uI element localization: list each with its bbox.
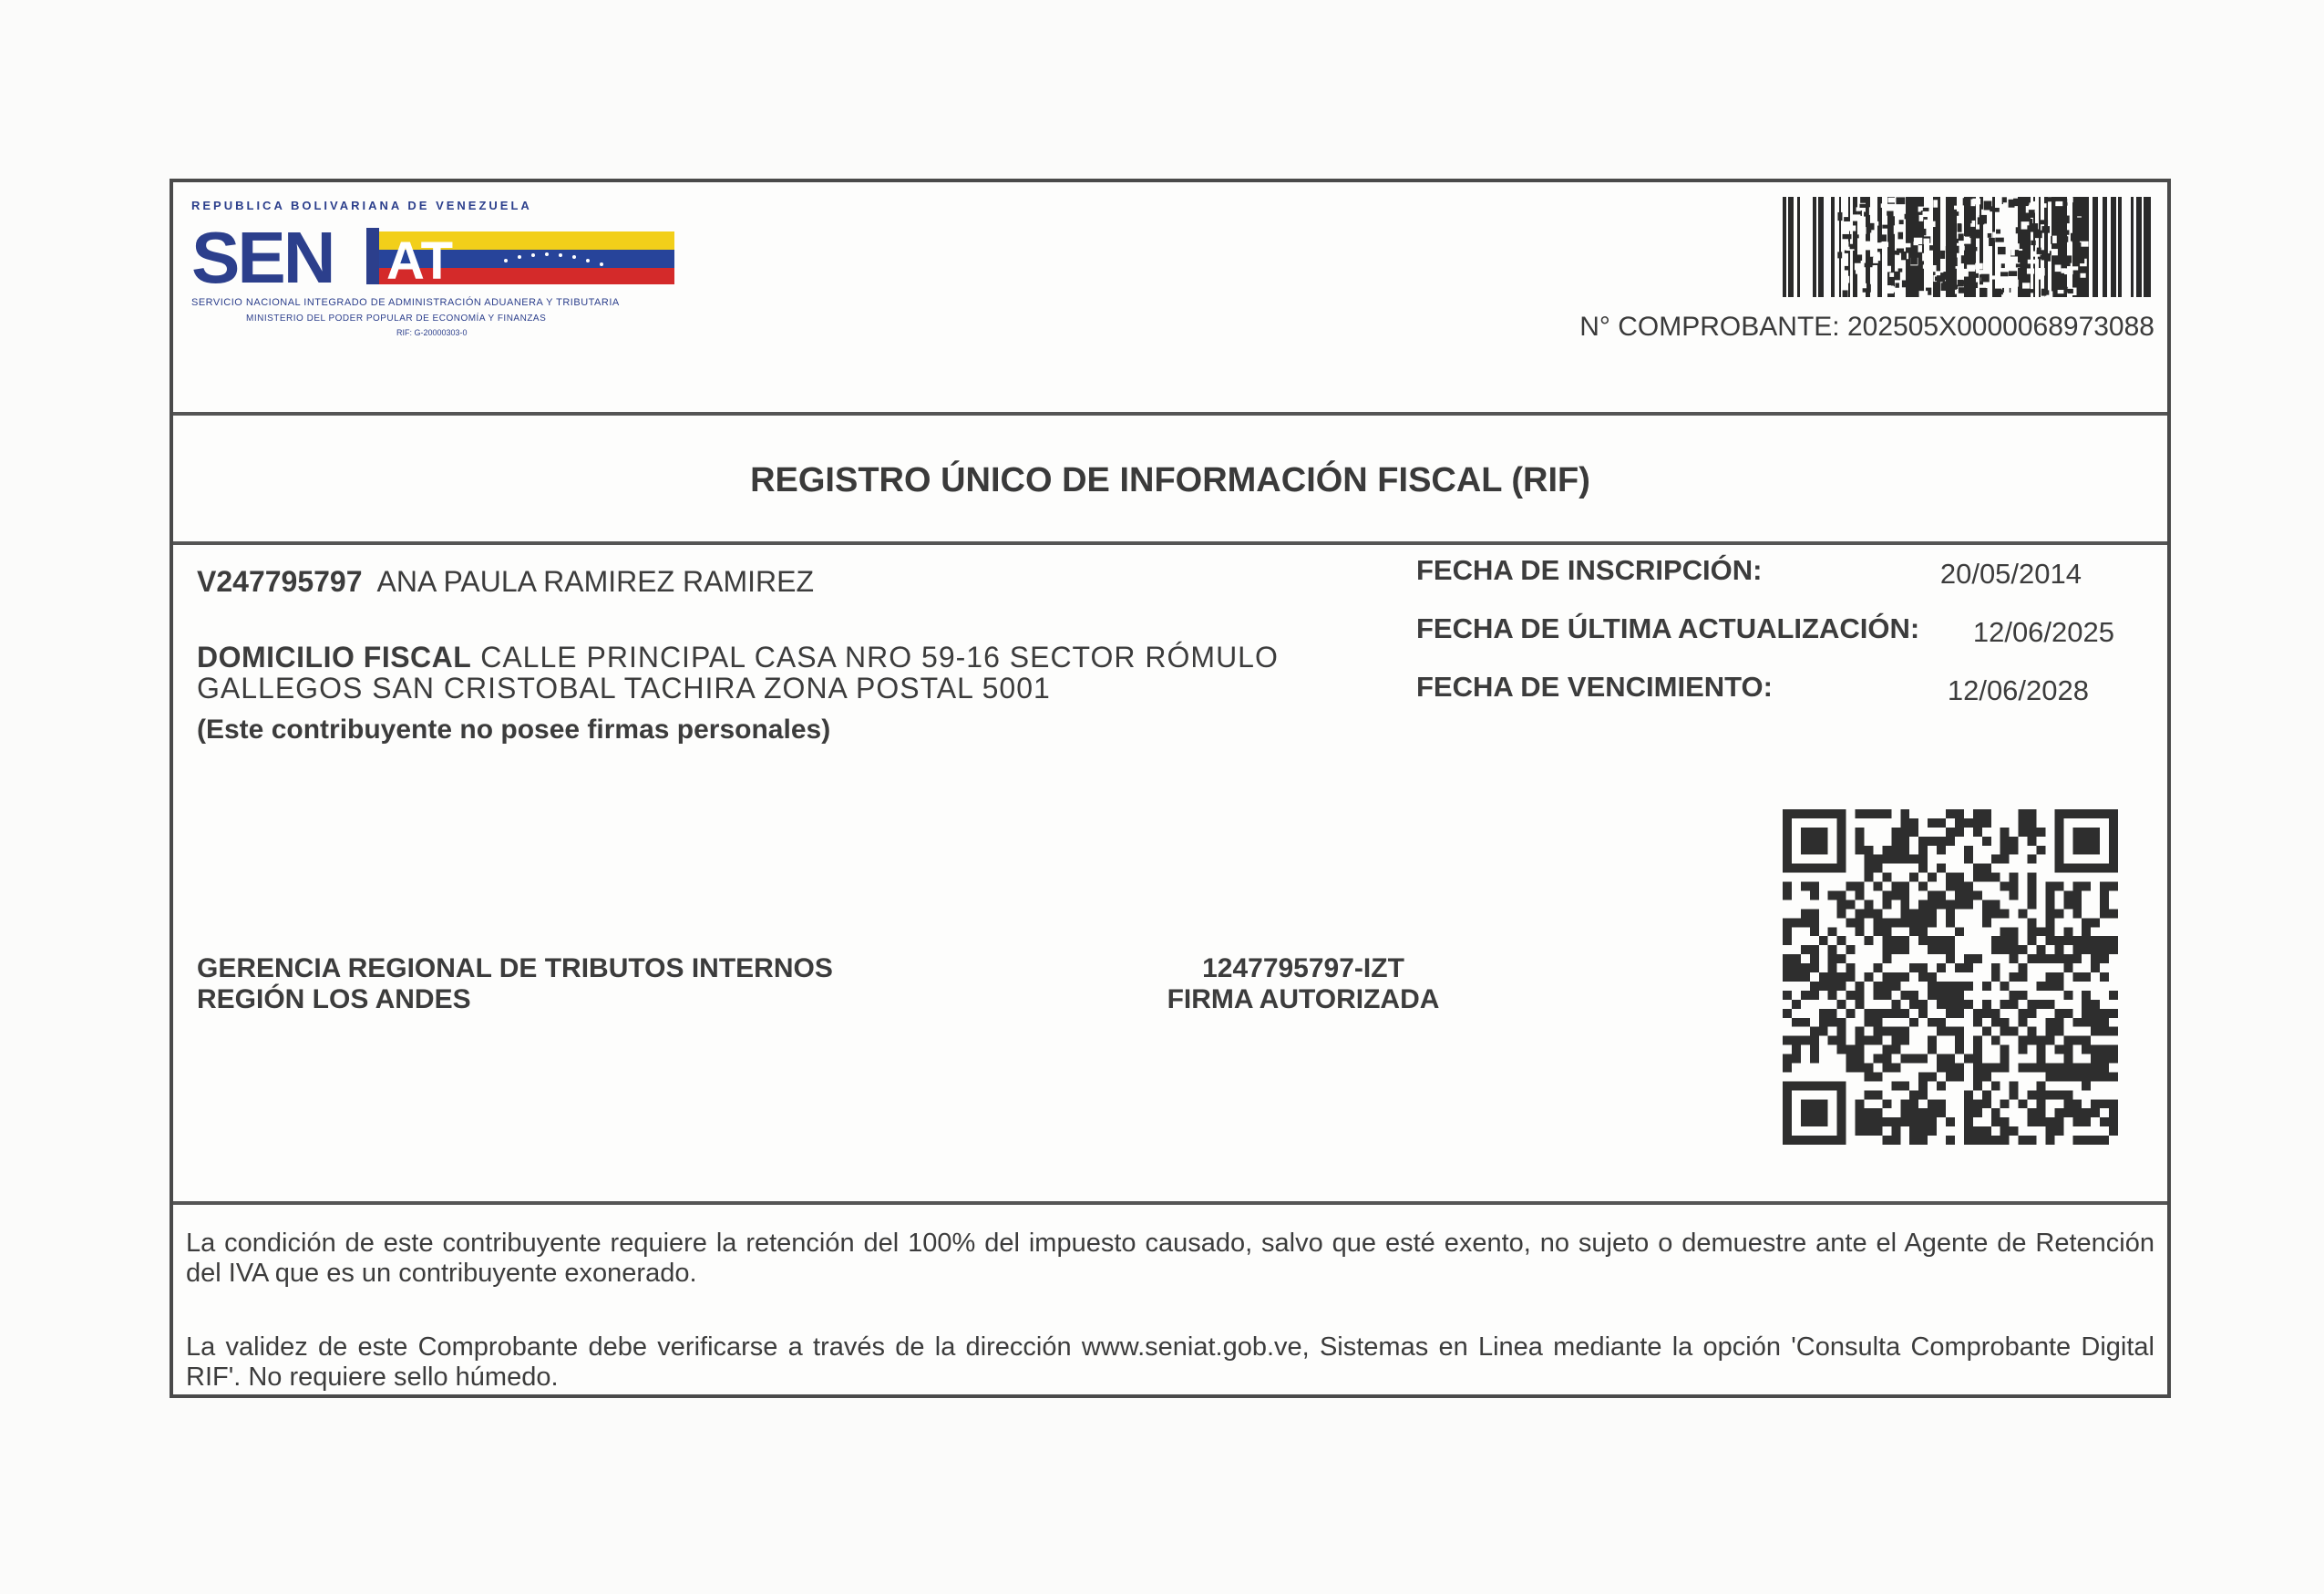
date-row-vencimiento (1416, 671, 2145, 729)
logo-ministry: MINISTERIO DEL PODER POPULAR DE ECONOMÍA Y FINANZAS (246, 314, 547, 324)
validity-note: La validez de este Comprobante debe verificarse a través de la dirección www.seniat.gob.ve, Sistemas en Linea mediante la opción 'Consulta Comprobante Digital RIF'. No requiere sello húmedo. (186, 1332, 2154, 1392)
svg-text:AT: AT (386, 231, 454, 290)
page-title: REGISTRO ÚNICO DE INFORMACIÓN FISCAL (RIF) (750, 461, 1590, 499)
regional-office-line2: REGIÓN LOS ANDES (197, 984, 471, 1014)
logo-rif: RIF: G-20000303-0 (396, 328, 468, 337)
date-value: 12/06/2025 (1972, 616, 2114, 648)
rif-document (170, 179, 2171, 1398)
dates-block (1416, 554, 2145, 729)
fiscal-address (197, 642, 1409, 704)
logo-top-text: REPUBLICA BOLIVARIANA DE VENEZUELA (191, 199, 532, 212)
date-row-actualizacion (1416, 612, 2145, 671)
divider (173, 1201, 2167, 1205)
retention-note: La condición de este contribuyente requiere la retención del 100% del impuesto causado, salvo que esté exento, no sujeto o demuestre ante el Agente de Retención del IVA que es un contribuyente exonerado. (186, 1229, 2154, 1288)
divider (173, 541, 2167, 545)
regional-office (197, 953, 833, 1015)
signature-code: 1247795797-IZT (1202, 953, 1404, 983)
date-value: 12/06/2028 (1947, 674, 2089, 706)
date-label: FECHA DE VENCIMIENTO: (1416, 671, 1773, 703)
signature-label: FIRMA AUTORIZADA (1167, 984, 1440, 1014)
date-row-inscripcion (1416, 554, 2145, 612)
signatures-note: (Este contribuyente no posee firmas personales) (197, 715, 831, 745)
regional-office-line1: GERENCIA REGIONAL DE TRIBUTOS INTERNOS (197, 953, 833, 983)
seniat-logo (191, 199, 684, 345)
comprobante-label: N° COMPROBANTE: (1579, 312, 1840, 342)
date-label: FECHA DE ÚLTIMA ACTUALIZACIÓN: (1416, 612, 1920, 644)
divider (173, 412, 2167, 416)
comprobante-number (1579, 312, 2154, 343)
barcode-icon (1783, 197, 2156, 297)
logo-subtitle: SERVICIO NACIONAL INTEGRADO DE ADMINISTRACIÓN ADUANERA Y TRIBUTARIA (191, 297, 620, 308)
qr-code-icon (1783, 807, 2118, 1147)
comprobante-value: 202505X0000068973088 (1846, 312, 2154, 342)
date-label: FECHA DE INSCRIPCIÓN: (1416, 554, 1763, 586)
taxpayer-rif: V247795797 (197, 565, 363, 598)
date-value: 20/05/2014 (1939, 558, 2082, 590)
fiscal-address-label: DOMICILIO FISCAL (197, 641, 472, 674)
taxpayer-identity (197, 565, 814, 599)
fiscal-address-value: CALLE PRINCIPAL CASA NRO 59-16 SECTOR RÓMULO GALLEGOS SAN CRISTOBAL TACHIRA ZONA POSTAL 5001 (197, 641, 1279, 704)
taxpayer-name: ANA PAULA RAMIREZ RAMIREZ (376, 565, 815, 598)
svg-text:SEN: SEN (191, 224, 334, 290)
authorized-signature (1121, 953, 1486, 1015)
seniat-brand-mark (191, 224, 684, 290)
